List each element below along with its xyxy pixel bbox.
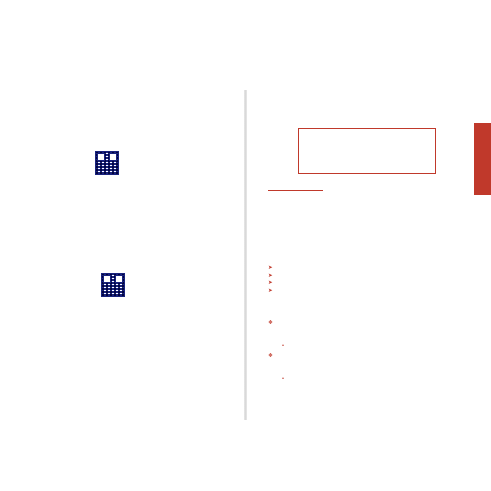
book-gutter <box>244 90 247 420</box>
qr-code-icon[interactable] <box>101 273 125 297</box>
list-item: ➤ <box>268 280 273 287</box>
level-tab <box>474 123 491 195</box>
example-1: • <box>282 343 284 349</box>
modal-bullets <box>268 265 468 295</box>
section-underline <box>268 190 323 191</box>
list-item: ➤ <box>268 272 273 279</box>
list-item: ➤ <box>268 287 273 294</box>
qr-code-icon[interactable] <box>95 151 119 175</box>
rule-2: ❖ <box>268 353 273 359</box>
example-2: • <box>282 376 284 382</box>
title-frame <box>298 128 436 174</box>
rule-1: ❖ <box>268 320 273 326</box>
list-item: ➤ <box>268 265 273 271</box>
